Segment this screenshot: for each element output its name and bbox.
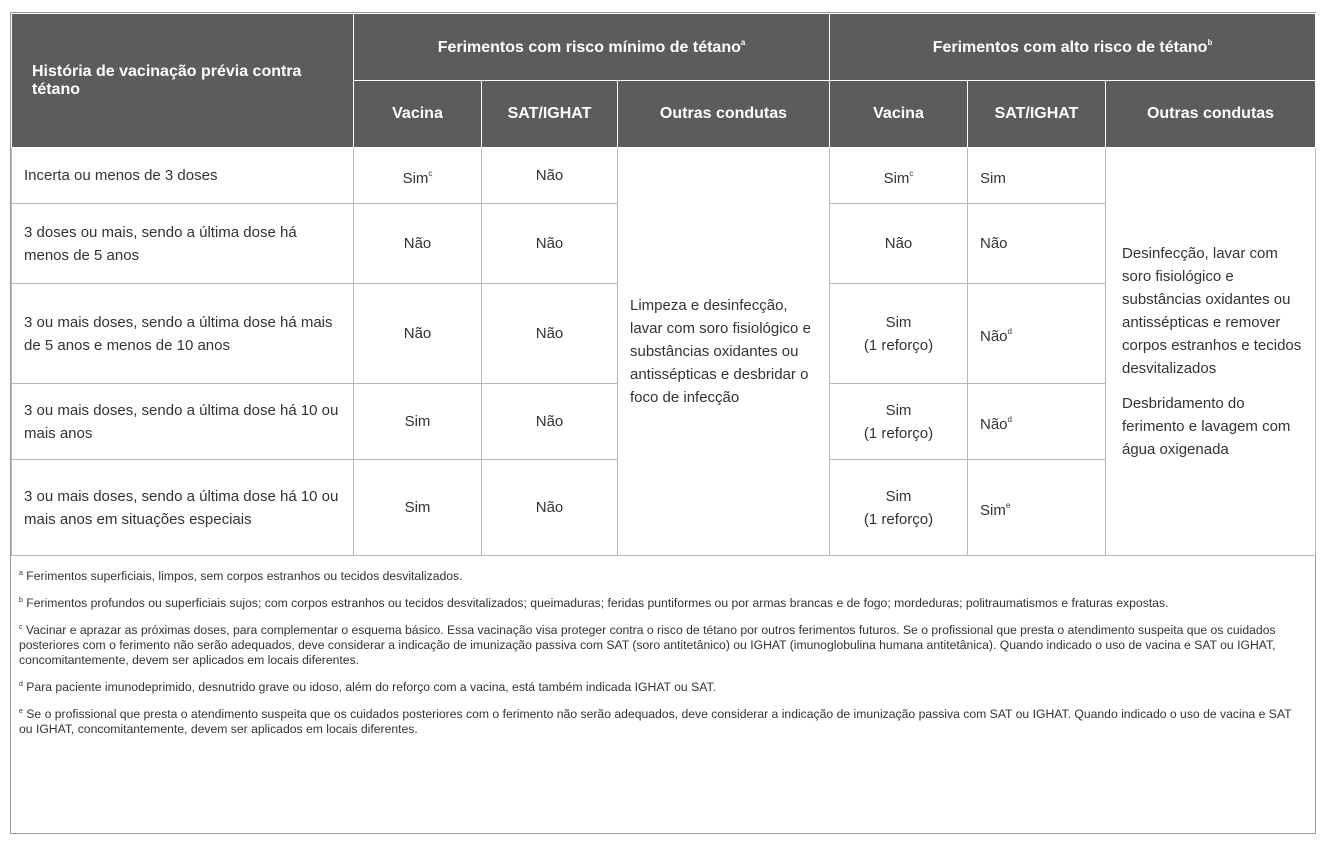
min-vacina-cell: Não bbox=[354, 204, 482, 284]
footnote: $^b$ Ferimentos profundos ou superficiais sujos; com corpos estranhos ou tecidos desvitalizados; queimaduras; feridas puntiformes ou por armas brancas e de fogo; mordeduras; politraumatismos e fraturas expostas. bbox=[19, 596, 1169, 610]
footnote: $^e$ Se o profissional que presta o atendimento suspeita que os cuidados posteriores com o ferimento não serão adequados, deve considerar a indicação de imunização passiva com SAT ou IGHAT. Quando indicado o uso de vacina e SAT ou IGHAT, concomitantemente, devem ser aplicados em locais diferentes. bbox=[19, 707, 1292, 736]
high-outras-text-2: Desbridamento do ferimento e lavagem com água oxigenada bbox=[1122, 395, 1291, 458]
history-cell: 3 doses ou mais, sendo a última dose há menos de 5 anos bbox=[12, 204, 354, 284]
history-cell: 3 ou mais doses, sendo a última dose há 10 ou mais anos em situações especiais bbox=[12, 460, 354, 556]
high-vacina-header: Vacina bbox=[830, 81, 968, 148]
footnote: $^a$ Ferimentos superficiais, limpos, sem corpos estranhos ou tecidos desvitalizados. bbox=[19, 569, 463, 583]
high-sat-cell: Sim$^e$ bbox=[968, 460, 1106, 556]
min-vacina-cell: Sim$^c$ bbox=[354, 148, 482, 204]
min-outras-cell: Limpeza e desinfecção, lavar com soro fisiológico e substâncias oxidantes ou antissépticas e desbridar o foco de infecção bbox=[618, 148, 830, 556]
high-risk-header: Ferimentos com alto risco de tétano$^b$ bbox=[830, 14, 1316, 81]
history-cell: Incerta ou menos de 3 doses bbox=[12, 148, 354, 204]
high-vacina-cell: Sim (1 reforço) bbox=[830, 460, 968, 556]
minimal-risk-header: Ferimentos com risco mínimo de tétano$^a$ bbox=[354, 14, 830, 81]
min-outras-header: Outras condutas bbox=[618, 81, 830, 148]
high-sat-cell: Não bbox=[968, 204, 1106, 284]
footnote: $^c$ Vacinar e aprazar as próximas doses, para complementar o esquema básico. Essa vacinação visa proteger contra o risco de tétano por outros ferimentos futuros. Se o profissional que presta o atendimento suspeita que os cuidados posteriores com o ferimento não serão adequados, deve considerar a indicação de imunização passiva com SAT (soro antitetânico) ou IGHAT (imunoglobulina humana antitetânica). Quando indicado o uso de vacina e SAT ou IGHAT, concomitantemente, devem ser aplicados em locais diferentes. bbox=[19, 623, 1276, 667]
min-sat-cell: Não bbox=[482, 148, 618, 204]
min-vacina-cell: Sim bbox=[354, 384, 482, 460]
high-outras-text-1: Desinfecção, lavar com soro fisiológico e substâncias oxidantes ou antissépticas e remover corpos estranhos e tecidos desvitalizados bbox=[1122, 245, 1302, 377]
high-outras-header: Outras condutas bbox=[1106, 81, 1316, 148]
min-vacina-cell: Não bbox=[354, 284, 482, 384]
tetanus-prophylaxis-table-frame bbox=[10, 12, 1316, 834]
high-outras-cell bbox=[1106, 148, 1316, 556]
min-vacina-header: Vacina bbox=[354, 81, 482, 148]
high-sat-cell: Sim bbox=[968, 148, 1106, 204]
table-row bbox=[12, 148, 1316, 204]
high-sat-cell: Não$^d$ bbox=[968, 284, 1106, 384]
high-vacina-cell: Não bbox=[830, 204, 968, 284]
footnote: $^d$ Para paciente imunodeprimido, desnutrido grave ou idoso, além do reforço com a vacina, está também indicada IGHAT ou SAT. bbox=[19, 680, 716, 694]
min-sat-cell: Não bbox=[482, 460, 618, 556]
high-vacina-cell: Sim (1 reforço) bbox=[830, 384, 968, 460]
tetanus-prophylaxis-table bbox=[11, 13, 1316, 556]
min-vacina-cell: Sim bbox=[354, 460, 482, 556]
footnotes bbox=[11, 556, 1315, 737]
min-sat-header: SAT/IGHAT bbox=[482, 81, 618, 148]
min-sat-cell: Não bbox=[482, 284, 618, 384]
min-sat-cell: Não bbox=[482, 384, 618, 460]
high-sat-header: SAT/IGHAT bbox=[968, 81, 1106, 148]
high-sat-cell: Não$^d$ bbox=[968, 384, 1106, 460]
high-vacina-cell: Sim (1 reforço) bbox=[830, 284, 968, 384]
high-vacina-cell: Sim$^c$ bbox=[830, 148, 968, 204]
history-cell: 3 ou mais doses, sendo a última dose há 10 ou mais anos bbox=[12, 384, 354, 460]
history-header: História de vacinação prévia contra tétano bbox=[12, 14, 354, 148]
history-cell: 3 ou mais doses, sendo a última dose há mais de 5 anos e menos de 10 anos bbox=[12, 284, 354, 384]
min-sat-cell: Não bbox=[482, 204, 618, 284]
